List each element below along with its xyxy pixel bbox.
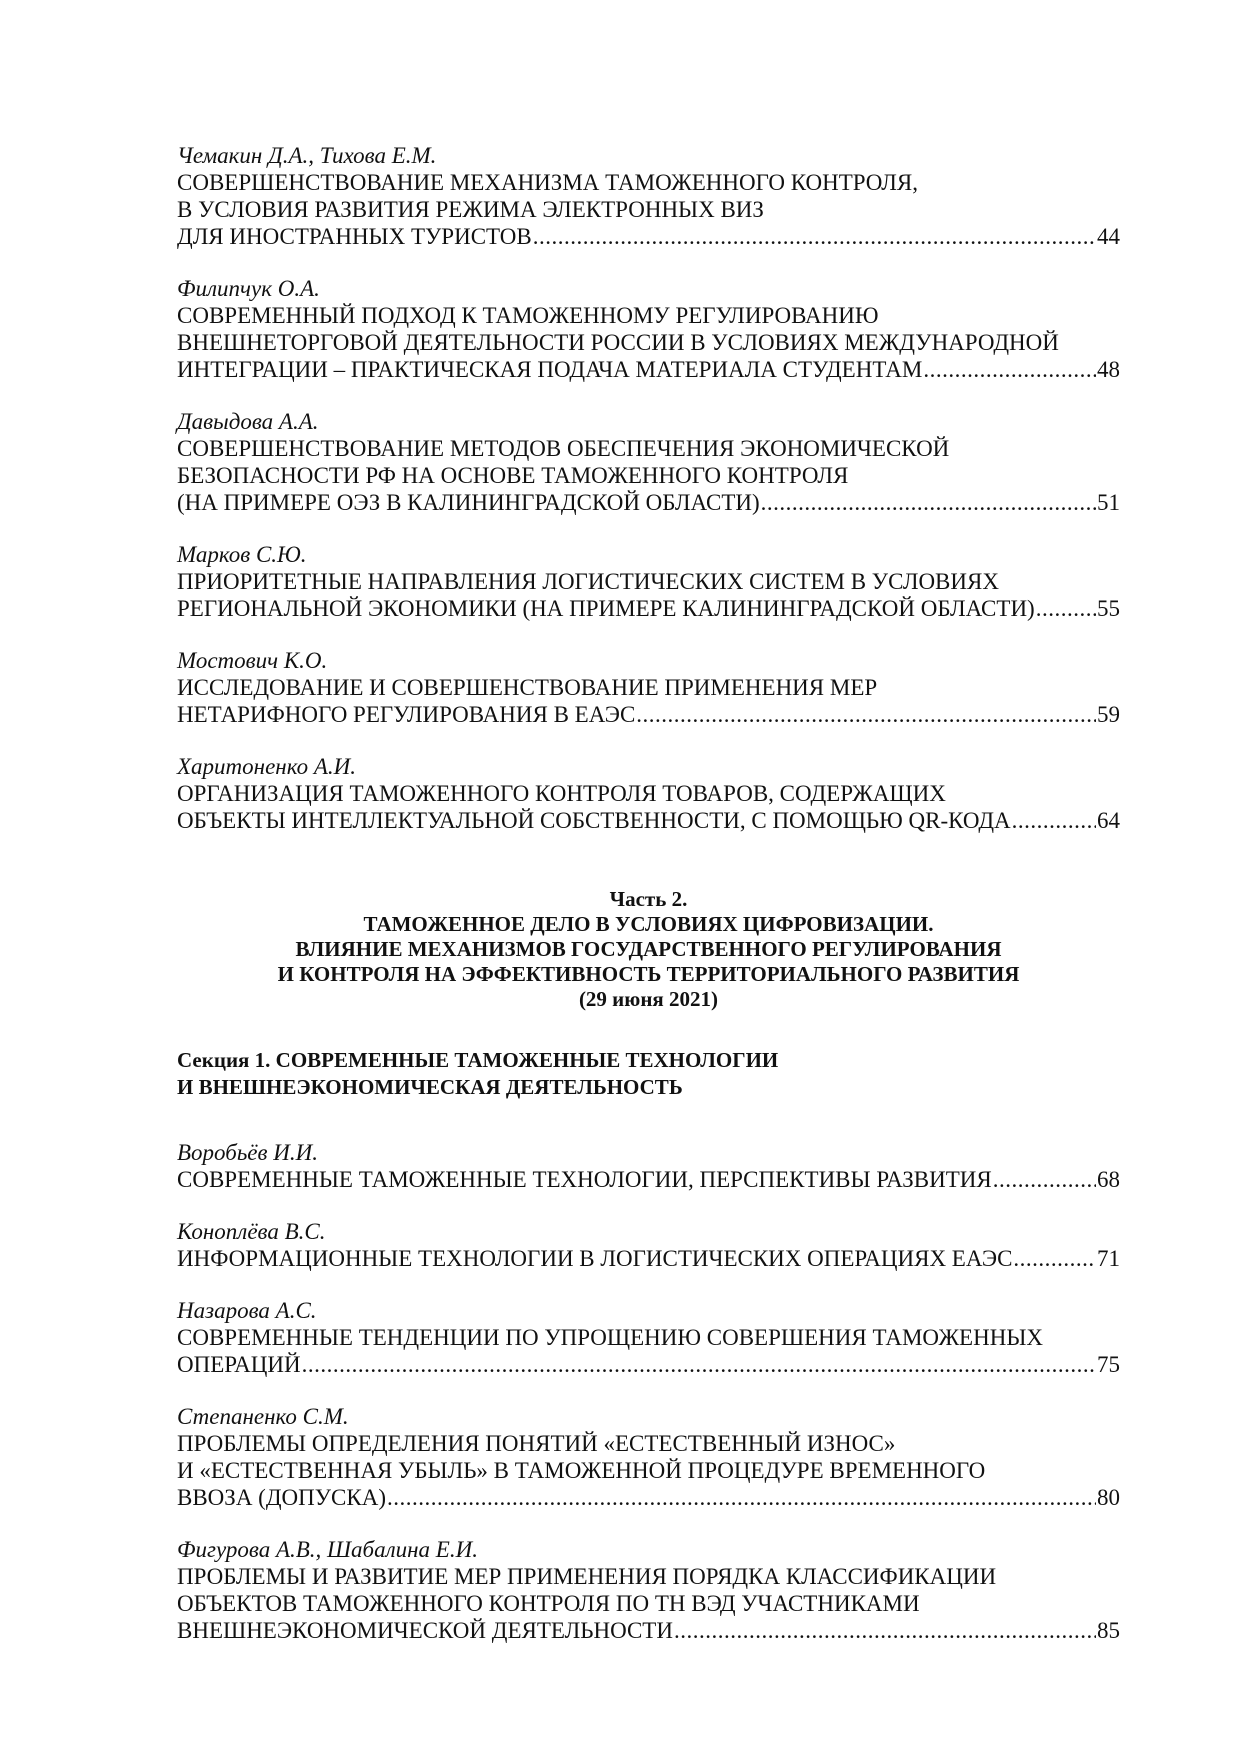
- table-of-contents: [177, 142, 1120, 1644]
- section-title-line: И ВНЕШНЕЭКОНОМИЧЕСКАЯ ДЕЯТЕЛЬНОСТЬ: [177, 1075, 683, 1099]
- entry-last-line: [177, 356, 1120, 383]
- entry-title-line: НЕТАРИФНОГО РЕГУЛИРОВАНИЯ В ЕАЭС: [177, 702, 636, 727]
- entry-title-line: ИНФОРМАЦИОННЫЕ ТЕХНОЛОГИИ В ЛОГИСТИЧЕСКИХ ОПЕРАЦИЯХ ЕАЭС: [177, 1246, 1013, 1271]
- toc-entry[interactable]: [177, 142, 1120, 250]
- toc-entry[interactable]: [177, 408, 1120, 516]
- dot-leader: [1013, 1245, 1096, 1272]
- dot-leader: [1012, 807, 1096, 834]
- entry-last-line: [177, 701, 1120, 728]
- page-number: 51: [1097, 490, 1120, 515]
- entry-title-line: СОВЕРШЕНСТВОВАНИЕ МЕХАНИЗМА ТАМОЖЕННОГО КОНТРОЛЯ,: [177, 170, 918, 195]
- part-title-line: И КОНТРОЛЯ НА ЭФФЕКТИВНОСТЬ ТЕРРИТОРИАЛЬНОГО РАЗВИТИЯ: [277, 962, 1020, 986]
- entry-author: Марков С.Ю.: [177, 542, 307, 567]
- dot-leader: [533, 223, 1096, 250]
- dot-leader: [674, 1617, 1096, 1644]
- dot-leader: [387, 1484, 1096, 1511]
- entry-author: Харитоненко А.И.: [177, 754, 356, 779]
- part-label: Часть 2.: [609, 887, 688, 911]
- entry-title-line: И «ЕСТЕСТВЕННАЯ УБЫЛЬ» В ТАМОЖЕННОЙ ПРОЦЕДУРЕ ВРЕМЕННОГО: [177, 1458, 986, 1483]
- entry-title-line: РЕГИОНАЛЬНОЙ ЭКОНОМИКИ (НА ПРИМЕРЕ КАЛИНИНГРАДСКОЙ ОБЛАСТИ): [177, 596, 1035, 621]
- part-heading: [177, 887, 1120, 1012]
- entry-last-line: [177, 595, 1120, 622]
- page-number: 48: [1097, 357, 1120, 382]
- entry-title-line: В УСЛОВИЯ РАЗВИТИЯ РЕЖИМА ЭЛЕКТРОННЫХ ВИЗ: [177, 197, 764, 222]
- entry-author: Назарова А.С.: [177, 1298, 317, 1323]
- toc-entry[interactable]: [177, 1536, 1120, 1644]
- toc-entry[interactable]: [177, 1218, 1120, 1272]
- page-number: 64: [1097, 808, 1120, 833]
- page-number: 80: [1097, 1485, 1120, 1510]
- entry-author: Чемакин Д.А., Тихова Е.М.: [177, 143, 437, 168]
- entry-author: Мостович К.О.: [177, 648, 328, 673]
- entry-title-line: СОВРЕМЕННЫЕ ТАМОЖЕННЫЕ ТЕХНОЛОГИИ, ПЕРСПЕКТИВЫ РАЗВИТИЯ: [177, 1167, 992, 1192]
- entry-author: Степаненко С.М.: [177, 1404, 349, 1429]
- dot-leader: [761, 489, 1096, 516]
- entry-title-line: ПРОБЛЕМЫ ОПРЕДЕЛЕНИЯ ПОНЯТИЙ «ЕСТЕСТВЕННЫЙ ИЗНОС»: [177, 1431, 896, 1456]
- entry-title-line: ОБЪЕКТОВ ТАМОЖЕННОГО КОНТРОЛЯ ПО ТН ВЭД УЧАСТНИКАМИ: [177, 1591, 920, 1616]
- page-number: 85: [1097, 1618, 1120, 1643]
- entry-title-line: СОВРЕМЕННЫЕ ТЕНДЕНЦИИ ПО УПРОЩЕНИЮ СОВЕРШЕНИЯ ТАМОЖЕННЫХ: [177, 1325, 1043, 1350]
- dot-leader: [923, 356, 1096, 383]
- toc-entry[interactable]: [177, 275, 1120, 383]
- entry-author: Фигурова А.В., Шабалина Е.И.: [177, 1537, 478, 1562]
- section-title-line: Секция 1. СОВРЕМЕННЫЕ ТАМОЖЕННЫЕ ТЕХНОЛОГИИ: [177, 1048, 779, 1072]
- entry-title-line: ОПЕРАЦИЙ: [177, 1352, 301, 1377]
- toc-entry[interactable]: [177, 753, 1120, 834]
- entry-last-line: [177, 1245, 1120, 1272]
- toc-entry[interactable]: [177, 1139, 1120, 1193]
- entry-author: Филипчук О.А.: [177, 276, 320, 301]
- page-number: 59: [1097, 702, 1120, 727]
- part-title-line: ВЛИЯНИЕ МЕХАНИЗМОВ ГОСУДАРСТВЕННОГО РЕГУЛИРОВАНИЯ: [295, 937, 1002, 961]
- toc-entry[interactable]: [177, 541, 1120, 622]
- entry-title-line: СОВЕРШЕНСТВОВАНИЕ МЕТОДОВ ОБЕСПЕЧЕНИЯ ЭКОНОМИЧЕСКОЙ: [177, 436, 950, 461]
- entry-author: Давыдова А.А.: [177, 409, 319, 434]
- entry-title-line: ОБЪЕКТЫ ИНТЕЛЛЕКТУАЛЬНОЙ СОБСТВЕННОСТИ, С ПОМОЩЬЮ QR-КОДА: [177, 808, 1011, 833]
- dot-leader: [636, 701, 1096, 728]
- entry-title-line: ПРОБЛЕМЫ И РАЗВИТИЕ МЕР ПРИМЕНЕНИЯ ПОРЯДКА КЛАССИФИКАЦИИ: [177, 1564, 997, 1589]
- toc-entry[interactable]: [177, 1403, 1120, 1511]
- entry-title-line: ДЛЯ ИНОСТРАННЫХ ТУРИСТОВ: [177, 224, 532, 249]
- page-number: 71: [1097, 1246, 1120, 1271]
- entry-last-line: [177, 223, 1120, 250]
- toc-entries-before: [177, 142, 1120, 834]
- entry-title-line: ВНЕШНЕЭКОНОМИЧЕСКОЙ ДЕЯТЕЛЬНОСТИ: [177, 1618, 673, 1643]
- part-date: (29 июня 2021): [578, 987, 719, 1011]
- entry-title-line: (НА ПРИМЕРЕ ОЭЗ В КАЛИНИНГРАДСКОЙ ОБЛАСТИ): [177, 490, 760, 515]
- entry-title-line: ПРИОРИТЕТНЫЕ НАПРАВЛЕНИЯ ЛОГИСТИЧЕСКИХ СИСТЕМ В УСЛОВИЯХ: [177, 569, 999, 594]
- entry-title-line: ИССЛЕДОВАНИЕ И СОВЕРШЕНСТВОВАНИЕ ПРИМЕНЕНИЯ МЕР: [177, 675, 878, 700]
- entry-author: Воробьёв И.И.: [177, 1140, 318, 1165]
- entry-title-line: ИНТЕГРАЦИИ – ПРАКТИЧЕСКАЯ ПОДАЧА МАТЕРИАЛА СТУДЕНТАМ: [177, 357, 923, 382]
- entry-last-line: [177, 1484, 1120, 1511]
- entry-title-line: БЕЗОПАСНОСТИ РФ НА ОСНОВЕ ТАМОЖЕННОГО КОНТРОЛЯ: [177, 463, 849, 488]
- entry-last-line: [177, 1351, 1120, 1378]
- dot-leader: [302, 1351, 1096, 1378]
- entry-title-line: СОВРЕМЕННЫЙ ПОДХОД К ТАМОЖЕННОМУ РЕГУЛИРОВАНИЮ: [177, 303, 879, 328]
- entry-title-line: ОРГАНИЗАЦИЯ ТАМОЖЕННОГО КОНТРОЛЯ ТОВАРОВ, СОДЕРЖАЩИХ: [177, 781, 946, 806]
- dot-leader: [1036, 595, 1096, 622]
- entry-last-line: [177, 489, 1120, 516]
- toc-entry[interactable]: [177, 1297, 1120, 1378]
- entry-title-line: ВНЕШНЕТОРГОВОЙ ДЕЯТЕЛЬНОСТИ РОССИИ В УСЛОВИЯХ МЕЖДУНАРОДНОЙ: [177, 330, 1059, 355]
- toc-entry[interactable]: [177, 647, 1120, 728]
- dot-leader: [993, 1166, 1096, 1193]
- entry-title-line: ВВОЗА (ДОПУСКА): [177, 1485, 386, 1510]
- section-heading: [177, 1047, 1120, 1101]
- entry-author: Коноплёва В.С.: [177, 1219, 326, 1244]
- entry-last-line: [177, 807, 1120, 834]
- page-number: 44: [1097, 224, 1120, 249]
- entry-last-line: [177, 1166, 1120, 1193]
- page-number: 68: [1097, 1167, 1120, 1192]
- part-title-line: ТАМОЖЕННОЕ ДЕЛО В УСЛОВИЯХ ЦИФРОВИЗАЦИИ.: [363, 912, 934, 936]
- entry-last-line: [177, 1617, 1120, 1644]
- toc-entries-after: [177, 1139, 1120, 1644]
- page-number: 55: [1097, 596, 1120, 621]
- page-number: 75: [1097, 1352, 1120, 1377]
